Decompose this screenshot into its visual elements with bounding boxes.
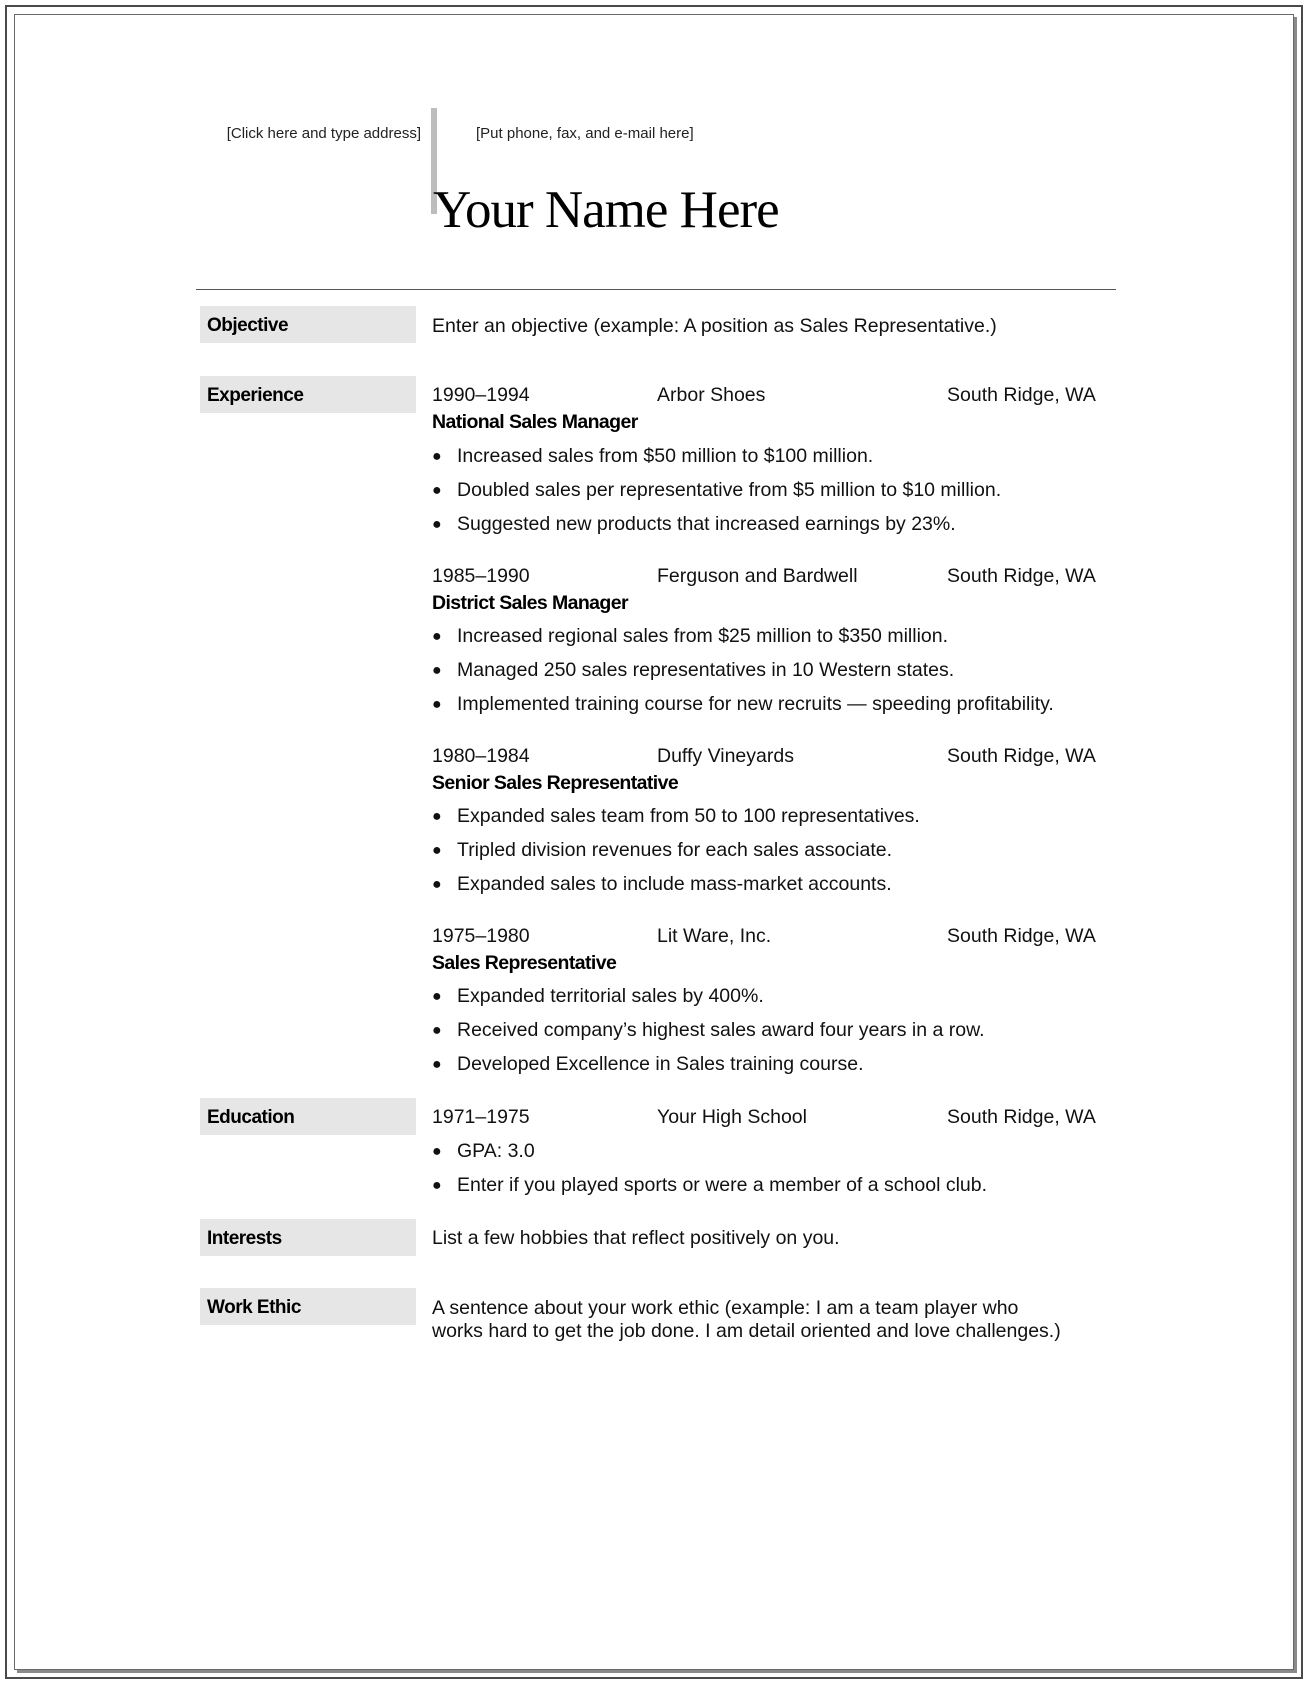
- resume-name[interactable]: Your Name Here: [433, 181, 779, 239]
- work-ethic-text[interactable]: [432, 1297, 1122, 1343]
- list-item[interactable]: [432, 693, 1054, 716]
- list-item[interactable]: [432, 1140, 535, 1163]
- bullet-icon: ●: [432, 1177, 442, 1194]
- job-location[interactable]: South Ridge, WA: [947, 745, 1096, 767]
- work-ethic-line: A sentence about your work ethic (example: I am a team player who: [432, 1297, 1019, 1319]
- list-item[interactable]: [432, 839, 892, 862]
- section-label-education: Education: [200, 1098, 416, 1135]
- bullet-icon: ●: [432, 662, 442, 679]
- list-item[interactable]: [432, 985, 764, 1008]
- interests-text[interactable]: List a few hobbies that reflect positively on you.: [432, 1227, 840, 1249]
- bullet-icon: ●: [432, 516, 442, 533]
- objective-text[interactable]: Enter an objective (example: A position as Sales Representative.): [432, 315, 997, 337]
- bullet-icon: ●: [432, 482, 442, 499]
- work-ethic-line: works hard to get the job done. I am detail oriented and love challenges.): [432, 1320, 1061, 1342]
- job-company[interactable]: Ferguson and Bardwell: [657, 565, 858, 587]
- list-item[interactable]: [432, 805, 920, 828]
- list-item-text: Suggested new products that increased earnings by 23%.: [457, 513, 956, 535]
- section-label-work-ethic: Work Ethic: [200, 1288, 416, 1325]
- list-item-text: Managed 250 sales representatives in 10 Western states.: [457, 659, 955, 681]
- list-item-text: Tripled division revenues for each sales associate.: [457, 839, 892, 861]
- job-dates[interactable]: 1990–1994: [432, 384, 530, 406]
- bullet-icon: ●: [432, 696, 442, 713]
- education-school[interactable]: Your High School: [657, 1106, 807, 1128]
- bullet-icon: ●: [432, 808, 442, 825]
- bullet-icon: ●: [432, 1143, 442, 1160]
- list-item-text: Received company’s highest sales award four years in a row.: [457, 1019, 985, 1041]
- list-item-text: Expanded sales team from 50 to 100 representatives.: [457, 805, 920, 827]
- job-location[interactable]: South Ridge, WA: [947, 565, 1096, 587]
- job-location[interactable]: South Ridge, WA: [947, 384, 1096, 406]
- job-dates[interactable]: 1985–1990: [432, 565, 530, 587]
- list-item-text: GPA: 3.0: [457, 1140, 535, 1162]
- job-company[interactable]: Duffy Vineyards: [657, 745, 794, 767]
- job-company[interactable]: Arbor Shoes: [657, 384, 766, 406]
- job-dates[interactable]: 1975–1980: [432, 925, 530, 947]
- job-title[interactable]: National Sales Manager: [432, 411, 638, 433]
- section-label-experience: Experience: [200, 376, 416, 413]
- list-item-text: Developed Excellence in Sales training course.: [457, 1053, 864, 1075]
- list-item[interactable]: [432, 625, 948, 648]
- list-item[interactable]: [432, 873, 892, 896]
- list-item[interactable]: [432, 445, 873, 468]
- bullet-icon: ●: [432, 448, 442, 465]
- bullet-icon: ●: [432, 876, 442, 893]
- contact-field[interactable]: [Put phone, fax, and e-mail here]: [476, 125, 694, 142]
- job-company[interactable]: Lit Ware, Inc.: [657, 925, 772, 947]
- job-location[interactable]: South Ridge, WA: [947, 925, 1096, 947]
- bullet-icon: ●: [432, 988, 442, 1005]
- list-item[interactable]: [432, 659, 954, 682]
- education-location[interactable]: South Ridge, WA: [947, 1106, 1096, 1128]
- section-label-interests: Interests: [200, 1219, 416, 1256]
- list-item[interactable]: [432, 1174, 987, 1197]
- job-dates[interactable]: 1980–1984: [432, 745, 530, 767]
- list-item-text: Enter if you played sports or were a member of a school club.: [457, 1174, 988, 1196]
- bullet-icon: ●: [432, 628, 442, 645]
- job-title[interactable]: Sales Representative: [432, 952, 617, 974]
- list-item[interactable]: [432, 479, 1001, 502]
- list-item-text: Doubled sales per representative from $5 million to $10 million.: [457, 479, 1002, 501]
- list-item[interactable]: [432, 513, 956, 536]
- job-title[interactable]: District Sales Manager: [432, 592, 628, 614]
- section-label-objective: Objective: [200, 306, 416, 343]
- list-item-text: Implemented training course for new recruits — speeding profitability.: [457, 693, 1054, 715]
- bullet-icon: ●: [432, 842, 442, 859]
- address-field[interactable]: [Click here and type address]: [226, 125, 421, 142]
- list-item-text: Increased regional sales from $25 million to $350 million.: [457, 625, 949, 647]
- list-item[interactable]: [432, 1019, 985, 1042]
- list-item-text: Expanded territorial sales by 400%.: [457, 985, 764, 1007]
- list-item-text: Increased sales from $50 million to $100 million.: [457, 445, 874, 467]
- list-item[interactable]: [432, 1053, 863, 1076]
- bullet-icon: ●: [432, 1022, 442, 1039]
- education-dates[interactable]: 1971–1975: [432, 1106, 530, 1128]
- bullet-icon: ●: [432, 1056, 442, 1073]
- job-title[interactable]: Senior Sales Representative: [432, 772, 679, 794]
- list-item-text: Expanded sales to include mass-market accounts.: [457, 873, 892, 895]
- header-rule: [196, 289, 1116, 290]
